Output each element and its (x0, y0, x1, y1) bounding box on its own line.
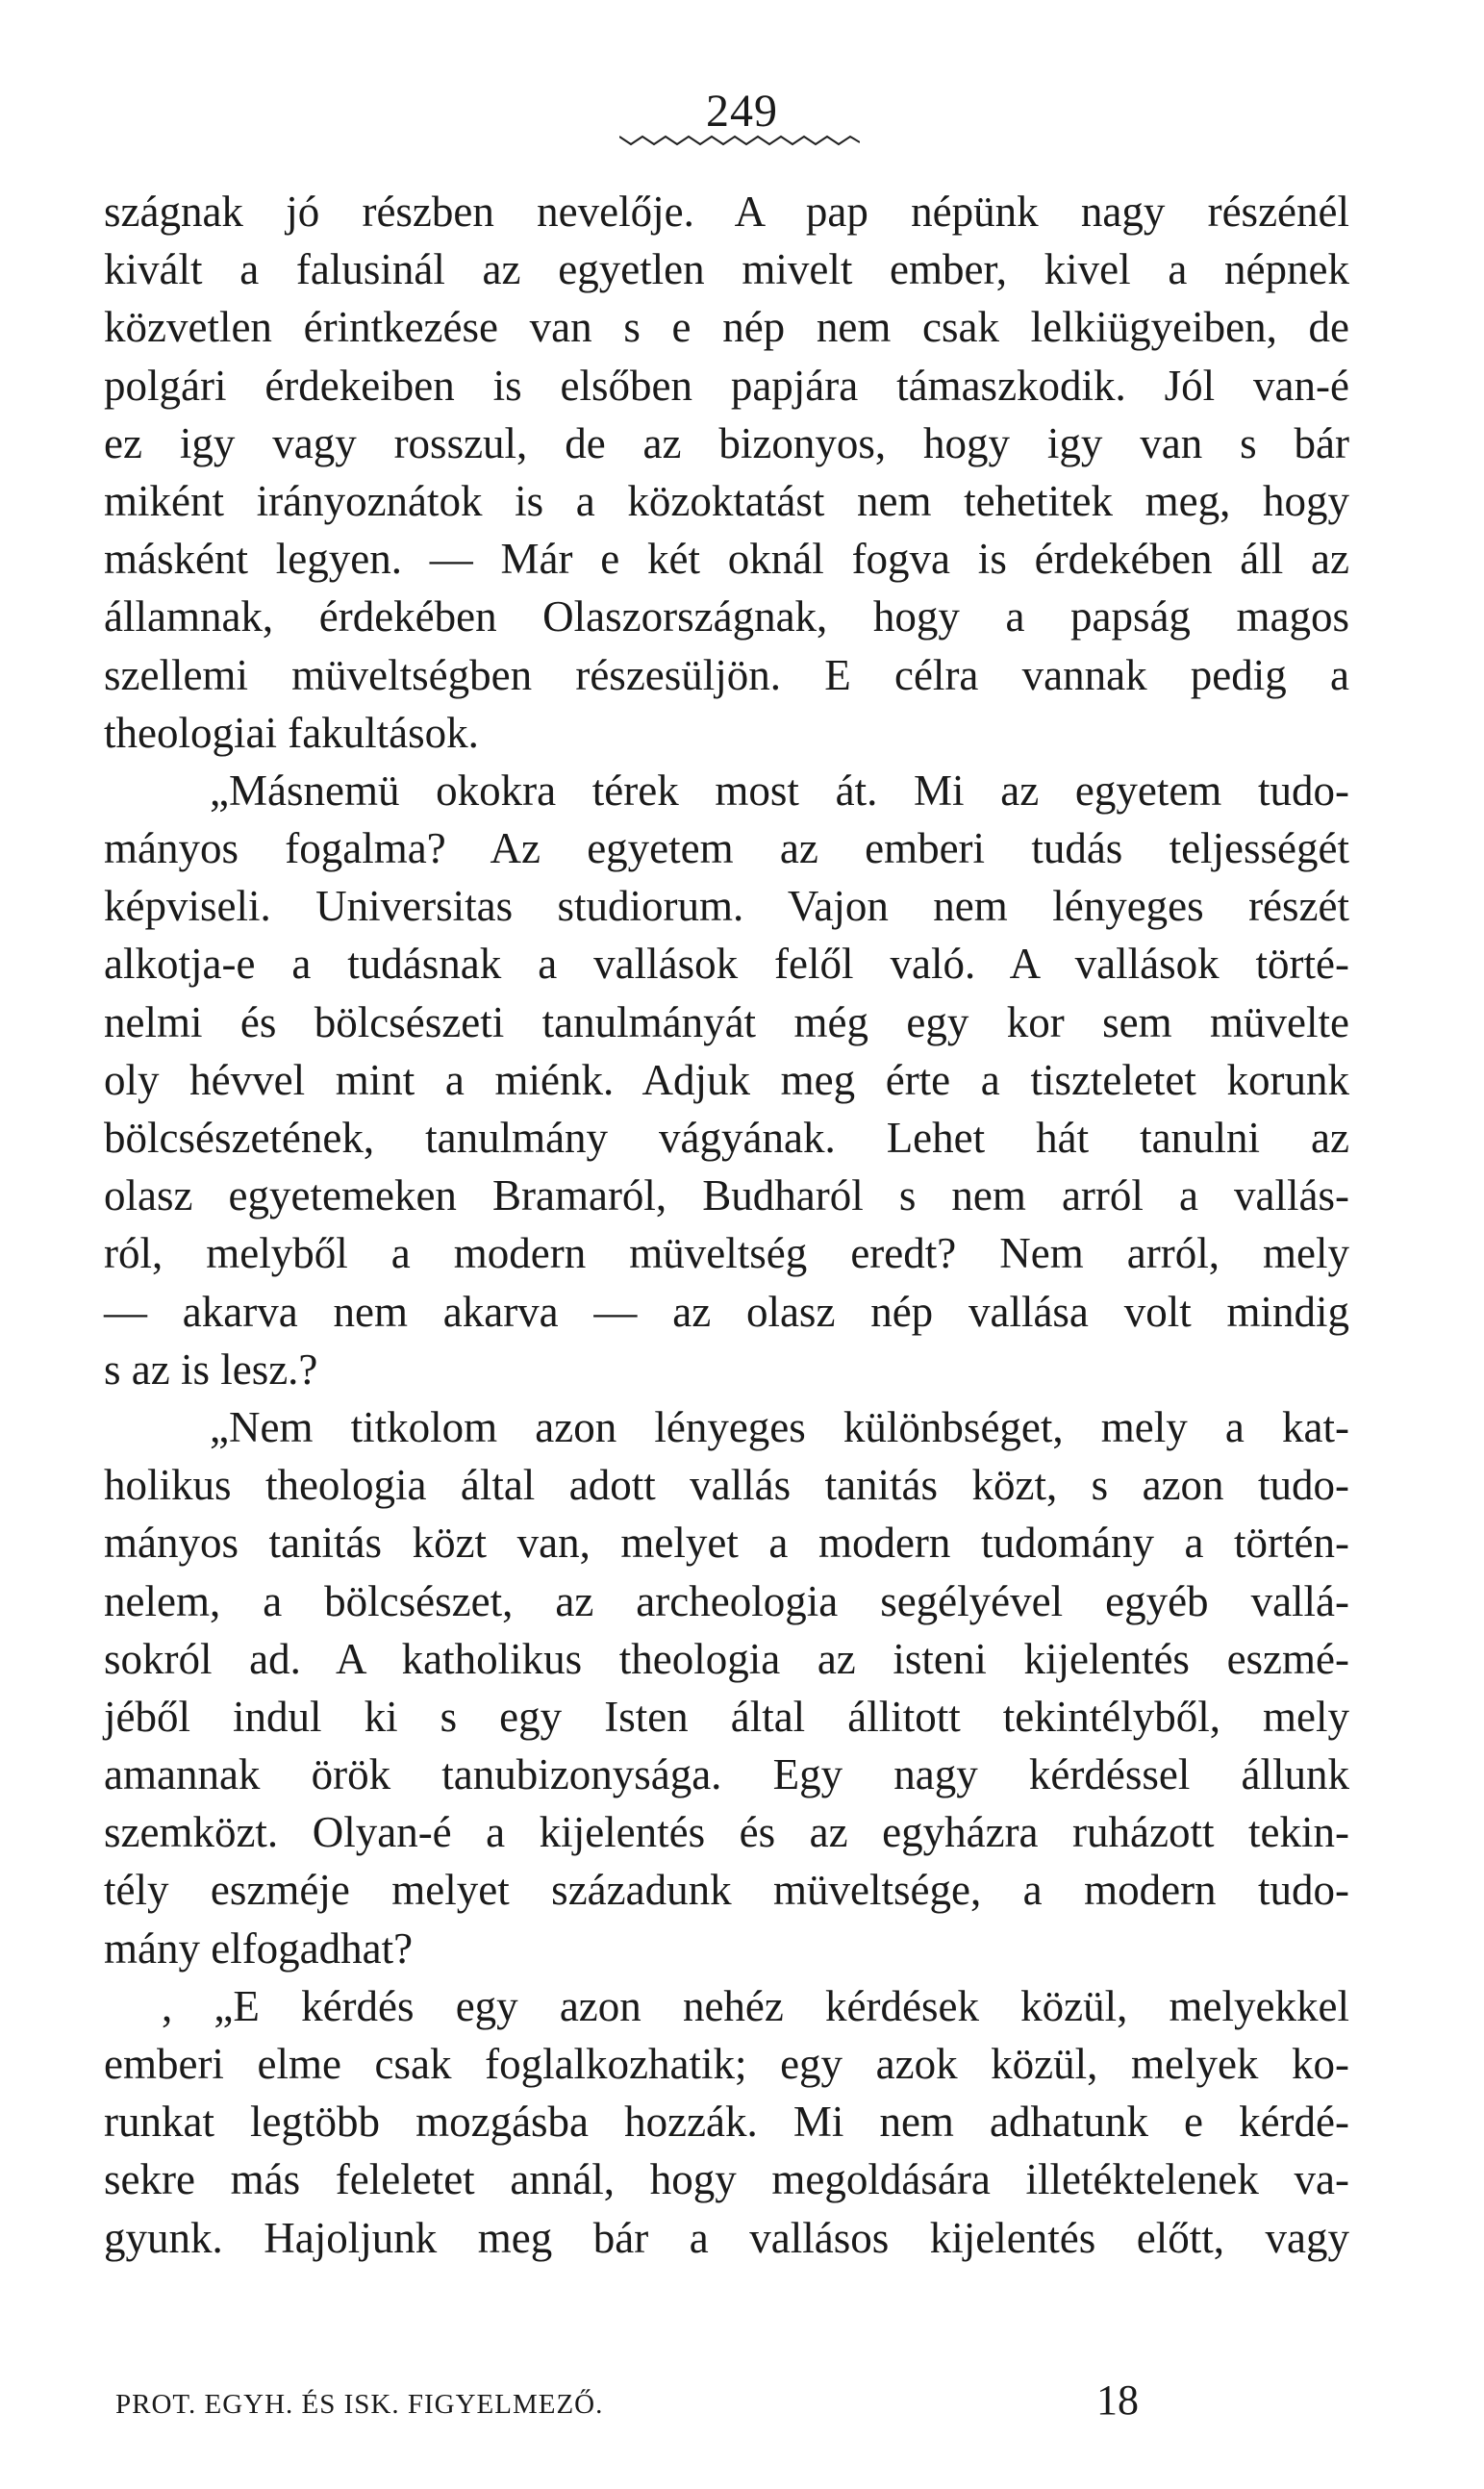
text-line: képviseli. Universitas studiorum. Vajon nem lényeges részét (104, 882, 1349, 931)
wavy-rule-ornament (619, 133, 860, 148)
text-line: ez igy vagy rosszul, de az bizonyos, hogy igy van s bár (104, 418, 1349, 467)
text-line: oly hévvel mint a miénk. Adjuk meg érte a tiszteletet korunk (104, 1055, 1349, 1104)
text-line: miként irányoznátok is a közoktatást nem tehetitek meg, hogy (104, 476, 1349, 525)
page-footer (115, 2376, 1366, 2433)
text-line: nelmi és bölcsészeti tanulmányát még egy kor sem müvelte (104, 997, 1349, 1046)
text-line: amannak örök tanubizonysága. Egy nagy kérdéssel állunk (104, 1750, 1349, 1799)
paragraph-2 (104, 762, 1349, 1398)
text-line: szemközt. Olyan-é a kijelentés és az egyházra ruházott tekin- (104, 1808, 1349, 1857)
text-line: „Nem titkolom azon lényeges különbséget, mely a kat- (210, 1402, 1349, 1451)
text-line: polgári érdekeiben is elsőben papjára támaszkodik. Jól van-é (104, 361, 1349, 410)
journal-title: PROT. EGYH. ÉS ISK. FIGYELMEZŐ. (115, 2389, 604, 2420)
text-line: sokról ad. A katholikus theologia az isteni kijelentés eszmé- (104, 1634, 1349, 1683)
page-number: 249 (706, 86, 778, 137)
text-line: szágnak jó részben nevelője. A pap népünk nagy részénél (104, 188, 1349, 236)
text-line: olasz egyetemeken Bramaról, Budharól s nem arról a vallás- (104, 1171, 1349, 1220)
text-line: másként legyen. — Már e két oknál fogva is érdekében áll az (104, 535, 1349, 584)
text-line: — akarva nem akarva — az olasz nép vallása volt mindig (104, 1287, 1349, 1336)
text-line: emberi elme csak foglalkozhatik; egy azok közül, melyek ko- (104, 2040, 1349, 2088)
text-line: holikus theologia által adott vallás tanitás közt, s azon tudo- (104, 1461, 1349, 1510)
text-line: gyunk. Hajoljunk meg bár a vallásos kijelentés előtt, vagy (104, 2213, 1349, 2262)
text-line: runkat legtöbb mozgásba hozzák. Mi nem adhatunk e kérdé- (104, 2098, 1349, 2147)
text-line: mányos tanitás közt van, melyet a modern tudomány a történ- (104, 1519, 1349, 1568)
text-line: sekre más feleletet annál, hogy megoldására illetéktelenek va- (104, 2155, 1349, 2204)
text-line: alkotja-e a tudásnak a vallások felől való. A vallások törté- (104, 940, 1349, 989)
text-line: nelem, a bölcsészet, az archeologia segélyével egyéb vallá- (104, 1576, 1349, 1625)
text-line: ról, melyből a modern müveltség eredt? Nem arról, mely (104, 1229, 1349, 1278)
paragraph-1 (104, 183, 1349, 762)
text-line: , „E kérdés egy azon nehéz kérdések közül, melyekkel (162, 1981, 1349, 2030)
text-line: államnak, érdekében Olaszországnak, hogy a papság magos (104, 592, 1349, 641)
text-line: kivált a falusinál az egyetlen mivelt ember, kivel a népnek (104, 245, 1349, 294)
body-text (104, 183, 1349, 2267)
paragraph-4 (104, 1977, 1349, 2267)
text-line: mány elfogadhat? (104, 1923, 414, 1973)
text-line: közvetlen érintkezése van s e nép nem csak lelkiügyeiben, de (104, 303, 1349, 352)
text-line: tély eszméje melyet századunk müveltsége, a modern tudo- (104, 1866, 1349, 1915)
text-line: s az is lesz.? (104, 1345, 318, 1394)
text-line: mányos fogalma? Az egyetem az emberi tudás teljességét (104, 824, 1349, 873)
text-line: „Másnemü okokra térek most át. Mi az egyetem tudo- (210, 766, 1349, 815)
text-line: theologiai fakultások. (104, 708, 479, 757)
text-line: szellemi müveltségben részesüljön. E célra vannak pedig a (104, 650, 1349, 699)
paragraph-3 (104, 1398, 1349, 1977)
text-line: jéből indul ki s egy Isten által állitott tekintélyből, mely (104, 1692, 1349, 1741)
text-line: bölcsészetének, tanulmány vágyának. Lehet hát tanulni az (104, 1114, 1349, 1162)
signature-mark: 18 (1096, 2376, 1139, 2424)
